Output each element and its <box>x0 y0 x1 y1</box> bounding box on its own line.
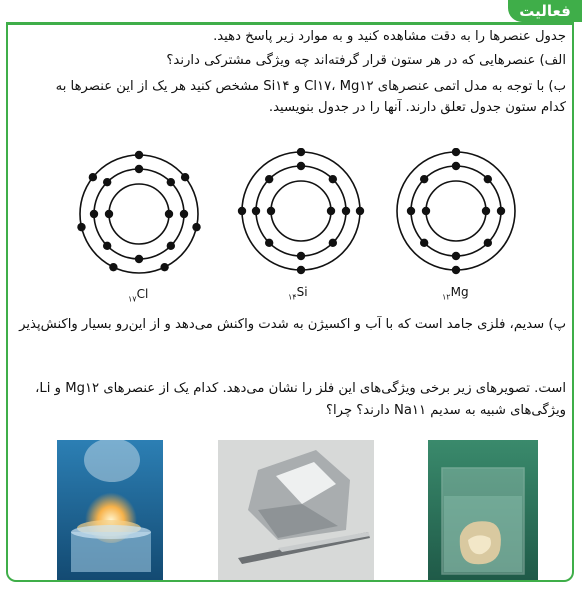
intro-text: جدول عنصرها را به دقت مشاهده کنید و به موارد زیر پاسخ دهید. <box>213 29 566 44</box>
electron <box>135 255 143 263</box>
electron <box>181 173 189 181</box>
electron <box>77 223 85 231</box>
atom-label-cl: $_{۱۷}$Cl <box>128 287 149 304</box>
activity-tab: فعالیت <box>508 0 582 22</box>
sodium-beaker-photo <box>428 440 538 580</box>
atom-models <box>0 148 582 308</box>
electron <box>497 207 505 215</box>
electron <box>105 210 113 218</box>
question-pe-line1: پ) سدیم، فلزی جامد است که با آب و اکسیژن به شدت واکنش می‌دهد و از این‌رو بسیار واکنش‌پذیر <box>19 317 566 332</box>
question-be-line2: کدام ستون جدول تعلق دارند. آنها را در جدول بنویسید. <box>268 100 566 115</box>
electron <box>329 239 337 247</box>
electron <box>238 207 246 215</box>
electron <box>422 207 430 215</box>
electron <box>90 210 98 218</box>
electron <box>297 148 305 156</box>
electron <box>192 223 200 231</box>
sodium-cutting-photo <box>218 440 374 580</box>
electron <box>167 242 175 250</box>
electron <box>452 266 460 274</box>
question-alef: الف) عنصرهایی که در هر ستون قرار گرفته‌اند چه ویژگی مشترکی دارند؟ <box>166 53 566 68</box>
atom-model-cl <box>77 151 200 273</box>
atom-label-mg: $_{۱۲}$Mg <box>442 285 469 302</box>
electron <box>160 263 168 271</box>
electron <box>103 178 111 186</box>
electron <box>103 242 111 250</box>
electron-shell <box>109 184 169 244</box>
electron <box>452 162 460 170</box>
atom-label-si: $_{۱۴}$Si <box>288 285 308 302</box>
electron <box>165 210 173 218</box>
question-be-line1: ب) با توجه به مدل اتمی عنصرهای Cl۱۷، Mg۱۲ و Si۱۴ مشخص کنید هر یک از این عنصرها به <box>55 79 566 94</box>
electron <box>484 239 492 247</box>
electron <box>329 175 337 183</box>
electron <box>297 252 305 260</box>
electron <box>265 175 273 183</box>
electron <box>180 210 188 218</box>
electron <box>252 207 260 215</box>
electron <box>420 175 428 183</box>
electron-shell <box>271 181 331 241</box>
electron <box>452 252 460 260</box>
sodium-flame-photo <box>57 440 163 580</box>
electron <box>297 162 305 170</box>
electron <box>420 239 428 247</box>
electron <box>89 173 97 181</box>
electron-shell <box>426 181 486 241</box>
electron <box>356 207 364 215</box>
electron <box>297 266 305 274</box>
electron <box>167 178 175 186</box>
question-pe-line3: ویژگی‌های شبیه به سدیم Na۱۱ دارند؟ چرا؟ <box>326 403 566 418</box>
electron <box>135 165 143 173</box>
electron <box>452 148 460 156</box>
electron <box>267 207 275 215</box>
atom-model-si <box>238 148 364 274</box>
electron <box>327 207 335 215</box>
electron <box>484 175 492 183</box>
question-pe-line2: است. تصویرهای زیر برخی ویژگی‌های این فلز را نشان می‌دهد. کدام یک از عنصرهای Mg۱۲ و Li، <box>35 381 566 396</box>
electron <box>407 207 415 215</box>
atom-model-mg <box>397 148 515 274</box>
electron <box>342 207 350 215</box>
electron <box>109 263 117 271</box>
electron <box>482 207 490 215</box>
electron <box>135 151 143 159</box>
electron <box>265 239 273 247</box>
